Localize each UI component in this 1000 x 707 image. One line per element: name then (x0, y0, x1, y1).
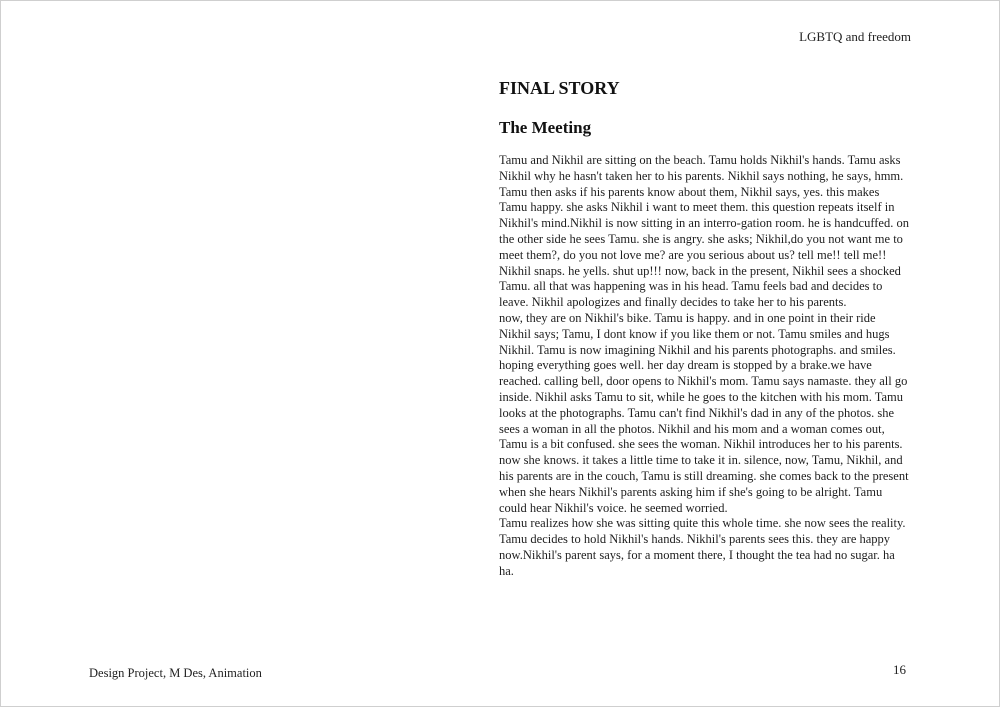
story-paragraph: Nikhil snaps. he yells. shut up!!! now, back in the present, Nikhil sees a shocked Tamu. all that was happening was in his head. Tamu feels bad and decides to leave. Nikhil apologizes and finally decides to take her to his parents. (499, 263, 901, 310)
story-paragraph: now, they are on Nikhil's bike. Tamu is happy. and in one point in their ride Nikhil says; Tamu, I dont know if you like them or not. Tamu smiles and hugs Nikhil. Tamu is now imagining Nikhil and his parents photographs. and smiles. hoping everything goes well. her day dream is stopped by a brake.we have reached. calling bell, door opens to Nikhil's mom. Tamu says namaste. they all go inside. Nikhil asks Tamu to sit, while he goes to the kitchen with his mom. Tamu looks at the photographs. Tamu can't find Nikhil's dad in any of the photos. she sees a woman in all the photos. Nikhil and his mom and a woman comes out, Tamu is a bit confused. she sees the woman. Nikhil introduces her to his parents. now she knows. it takes a little time to take it in. silence, now, Tamu, Nikhil, and his parents are in the couch, Tamu is still dreaming. she comes back to the present when she hears Nikhil's parents asking him if she's going to be alright. Tamu could hear Nikhil's voice. he seemed worried. (499, 310, 909, 515)
header-topic: LGBTQ and freedom (799, 29, 911, 44)
section-heading: The Meeting (499, 118, 592, 137)
story-paragraph: Tamu realizes how she was sitting quite this whole time. she now sees the reality. Tamu decides to hold Nikhil's hands. Nikhil's parents sees this. they are happy now.Nikhil's parent says, for a moment there, I thought the tea had no sugar. ha ha. (499, 516, 906, 578)
page-title: FINAL STORY (499, 78, 620, 98)
footer-course: Design Project, M Des, Animation (89, 666, 262, 680)
page-number: 16 (893, 662, 906, 677)
story-body (499, 153, 909, 580)
story-paragraph: Tamu and Nikhil are sitting on the beach. Tamu holds Nikhil's hands. Tamu asks Nikhil why he hasn't taken her to his parents. Nikhil says nothing, he says, hmm. Tamu then asks if his parents know about them, Nikhil says, yes. this makes Tamu happy. she asks Nikhil i want to meet them. this question repeats itself in Nikhil's mind.Nikhil is now sitting in an interro-gation room. he is handcuffed. on the other side he sees Tamu. she is angry. she asks; Nikhil,do you not want me to meet them?, do you not love me? are you serious about us? tell me!! tell me!! (499, 153, 909, 262)
